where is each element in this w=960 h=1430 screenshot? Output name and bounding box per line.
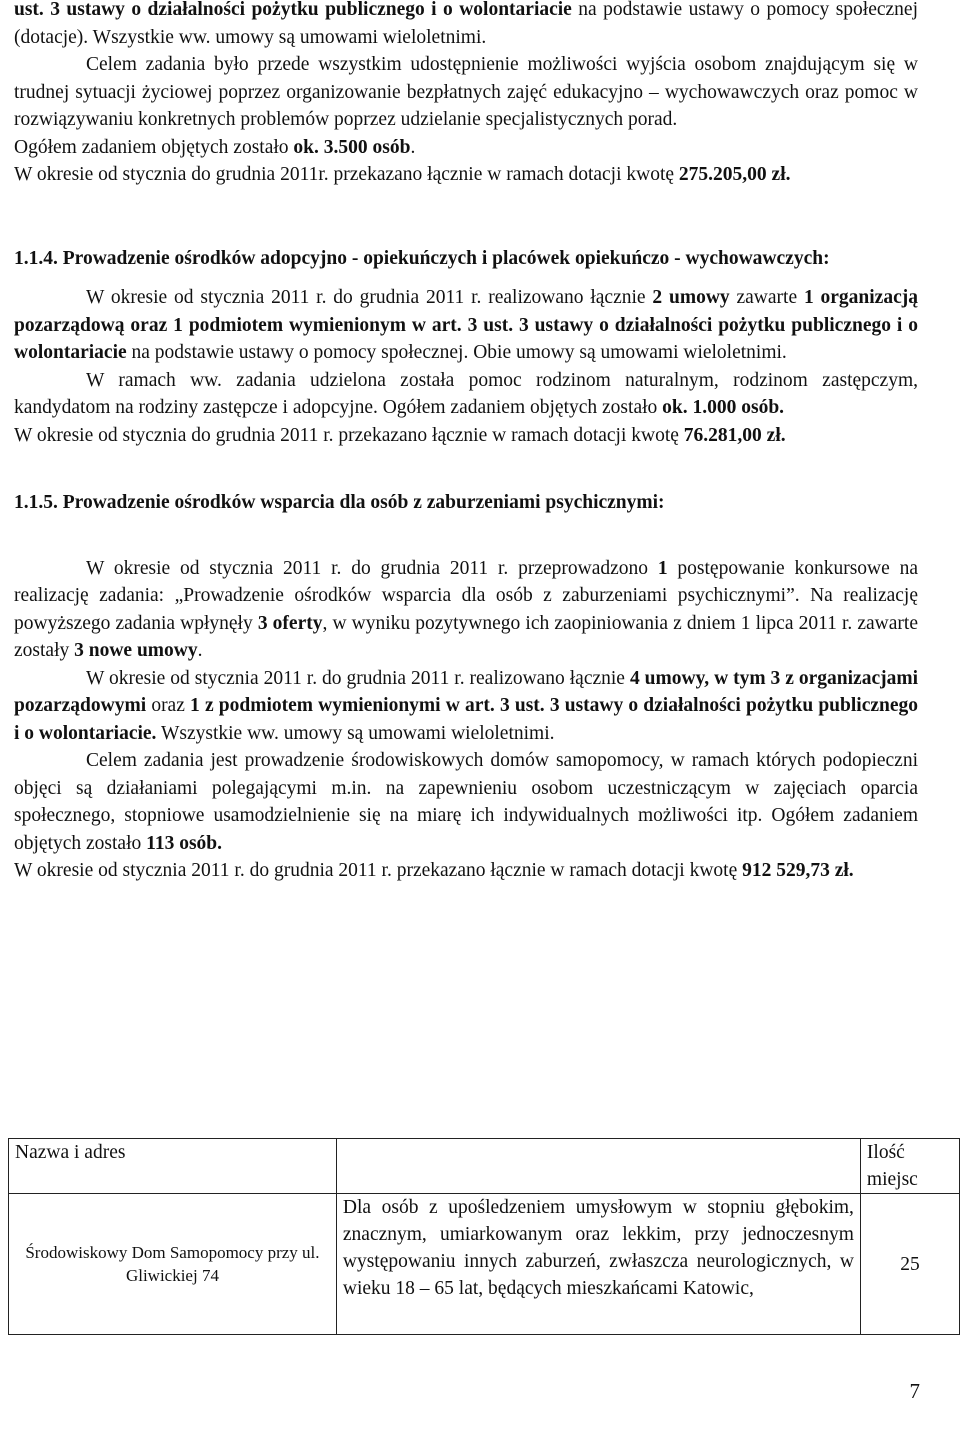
facilities-table bbox=[8, 1138, 960, 1335]
spacer bbox=[14, 189, 918, 245]
facility-desc-cell: Dla osób z upośledzeniem umysłowym w stopniu głębokim, znacznym, umiarkowanym oraz lekkim, przy jednoczesnym występowaniu innych zaburzeń, zwłaszcza neurologicznych, w wieku 18 – 65 lat, będących mieszkańcami Katowic, bbox=[336, 1194, 860, 1335]
paragraph-konkurs-1-1-5: W okresie od stycznia 2011 r. do grudnia 2011 r. przeprowadzono 1 postępowanie konkursowe na realizację zadania: „Prowadzenie ośrodków wsparcia dla osób z zaburzeniami psychicznymi”. Na realizację powyższego zadania wpłynęły 3 oferty, w wyniku pozytywnego ich zaopiniowania z dniem 1 lipca 2011 r. zawarte zostały 3 nowe umowy. bbox=[14, 557, 918, 661]
paragraph-cel-zadania: Celem zadania było przede wszystkim udostępnienie możliwości wyjścia osobom znajdującym się w trudnej sytuacji życiowej poprzez organizowanie bezpłatnych zajęć edukacyjno – wychowawczych oraz pomoc w rozwiązywaniu konkretnych problemów poprzez udzielanie specjalistycznych porad. bbox=[14, 54, 918, 130]
paragraph-kwota-1-1-5: W okresie od stycznia 2011 r. do grudnia 2011 r. przekazano łącznie w ramach dotacji kwotę 912 529,73 zł. bbox=[14, 860, 854, 881]
spacer bbox=[14, 517, 918, 555]
paragraph-umowy-1-1-5: W okresie od stycznia 2011 r. do grudnia 2011 r. realizowano łącznie 4 umowy, w tym 3 z organizacjami pozarządowymi oraz 1 z podmiotem wymienionymi w art. 3 ust. 3 ustawy o działalności pożytku publicznego i o wolontariacie. Wszystkie ww. umowy są umowami wieloletnimi. bbox=[14, 667, 919, 744]
paragraph-dotacje: ust. 3 ustawy o działalności pożytku publicznego i o wolontariacie na podstawie ustawy o pomocy społecznej (dotacje). Wszystkie ww. umowy są umowami wieloletnimi. bbox=[14, 0, 918, 48]
header-name-cell: Nazwa i adres bbox=[9, 1139, 337, 1194]
paragraph-umowy-1-1-4: W okresie od stycznia 2011 r. do grudnia 2011 r. realizowano łącznie 2 umowy zawarte 1 organizacją pozarządową oraz 1 podmiotem wymienionym w art. 3 ust. 3 ustawy o działalności pożytku publicznego i o wolontariacie na podstawie ustawy o pomocy społecznej. Obie umowy są umowami wieloletnimi. bbox=[14, 287, 918, 363]
facility-name: Środowiskowy Dom Samopomocy przy ul. Gliwickiej 74 bbox=[25, 1243, 320, 1285]
document-page bbox=[14, 0, 918, 885]
header-desc-cell bbox=[336, 1139, 860, 1194]
paragraph-pomoc-rodzinom: W ramach ww. zadania udzielona została pomoc rodzinom naturalnym, rodzinom zastępczym, kandydatom na rodziny zastępcze i adopcyjne. Ogółem zadaniem objętych zostało ok. 1.000 osób. bbox=[14, 369, 918, 418]
table-header-row bbox=[9, 1139, 960, 1194]
facility-name-cell bbox=[9, 1194, 337, 1335]
table-row bbox=[9, 1194, 960, 1335]
spacer bbox=[14, 449, 918, 489]
spacer bbox=[14, 272, 918, 284]
facilities-table-wrapper bbox=[8, 1138, 960, 1335]
header-count-cell: Ilość miejsc bbox=[860, 1139, 959, 1194]
section-heading-1-1-5: 1.1.5. Prowadzenie ośrodków wsparcia dla osób z zaburzeniami psychicznymi: bbox=[14, 492, 665, 513]
paragraph-cel-1-1-5: Celem zadania jest prowadzenie środowiskowych domów samopomocy, w ramach których podopieczni objęci są działaniami polegającymi m.in. na zapewnieniu osobom uczestniczącym w zajęciach oparcia społecznego, stopniowe usamodzielnienie się na miarę ich indywidualnych możliwości itp. Ogółem zadaniem objętych zostało 113 osób. bbox=[14, 750, 918, 854]
paragraph-kwota-1-1-4: W okresie od stycznia do grudnia 2011 r. przekazano łącznie w ramach dotacji kwotę 76.281,00 zł. bbox=[14, 424, 786, 446]
bold-text: ust. 3 ustawy o działalności pożytku publicznego i o wolontariacie bbox=[14, 0, 572, 20]
page-number: 7 bbox=[909, 1379, 920, 1403]
facility-count-cell: 25 bbox=[860, 1194, 959, 1335]
paragraph-kwota: W okresie od stycznia do grudnia 2011r. przekazano łącznie w ramach dotacji kwotę 275.205,00 zł. bbox=[14, 164, 791, 185]
paragraph-ogolem: Ogółem zadaniem objętych zostało ok. 3.500 osób. bbox=[14, 136, 416, 158]
section-heading-1-1-4: 1.1.4. Prowadzenie ośrodków adopcyjno - opiekuńczych i placówek opiekuńczo - wychowawczych: bbox=[14, 247, 830, 269]
